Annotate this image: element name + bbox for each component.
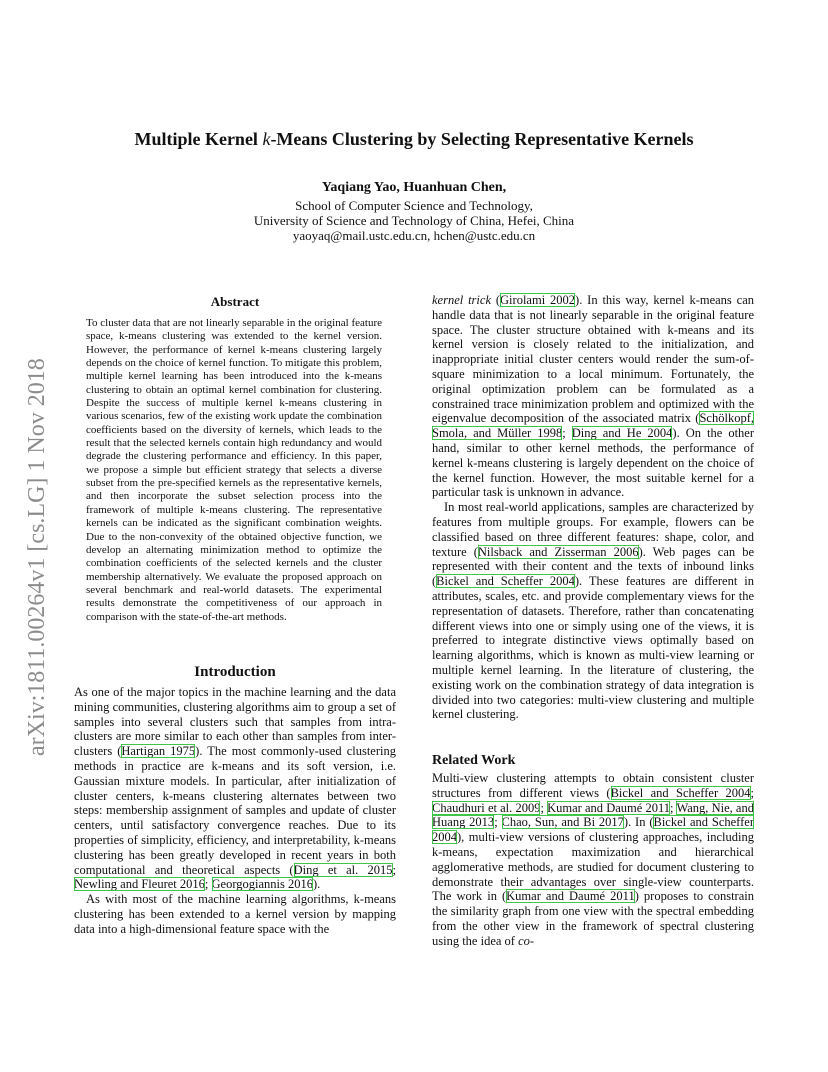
arxiv-identifier-text: arXiv:1811.00264v1 [cs.LG] 1 Nov 2018 [24, 358, 50, 756]
title-pre: Multiple Kernel [134, 129, 263, 149]
introduction-heading: Introduction [194, 664, 276, 680]
abstract-heading: Abstract [210, 294, 260, 309]
intro-paragraph-2-cont: kernel trick (Girolami 2002). In this way, kernel k-means can handle data that is not linearly separable in the original feature space. The cluster structure obtained with k-means and its kernel version is closely related to the initialization, and inappropriate initial cluster centers would render the sum-of-square minimization to a local minimum. Fortunately, the original optimization problem can be formulated as a constrained trace minimization problem and optimized with the eigenvalue decomposition of the associated matrix (Schölkopf, Smola, and Müller 1998; Ding and He 2004). On the other hand, similar to other kernel methods, the performance of kernel k-means clustering is largely dependent on the choice of the kernel function. However, the most suitable kernel for a particular task is unknown in advance. [432, 293, 755, 500]
affiliation-university: University of Science and Technology of China, Hefei, China [253, 213, 575, 228]
citation-link[interactable]: Ding and He 2004 [571, 426, 673, 441]
related-work-body [432, 771, 754, 949]
citation-link[interactable]: Bickel and Scheffer 2004 [610, 785, 751, 800]
author-emails: yaoyaq@mail.ustc.edu.cn, hchen@ustc.edu.cn [292, 228, 536, 243]
title-k: k [262, 129, 271, 149]
citation-link[interactable]: Chao, Sun, and Bi 2017 [501, 815, 624, 830]
citation-link[interactable]: Ding et al. 2015 [293, 862, 393, 877]
citation-link[interactable]: Hartigan 1975 [121, 744, 196, 759]
intro-paragraph-1: As one of the major topics in the machine learning and the data mining communities, clustering algorithms aim to group a set of samples into several clusters such that samples from intra-clusters are more similar to each other than samples from inter-clusters (Hartigan 1975). The most commonly-used clustering methods in practice are k-means and its soft version, i.e. Gaussian mixture models. In particular, after initialization of cluster centers, k-means clustering alternates between two steps: membership assignment of samples and update of cluster centers, until satisfactory convergence reaches. Due to its properties of simplicity, efficiency, and interpretability, k-means clustering has been greatly developed in recent years in both computational and theoretical aspects (Ding et al. 2015; Newling and Fleuret 2016; Georgogiannis 2016). [74, 685, 397, 892]
citation-link[interactable]: Bickel and Scheffer 2004 [432, 815, 754, 845]
right-column-body [432, 293, 754, 722]
intro-paragraph-3: In most real-world applications, samples are characterized by features from multiple groups. For example, flowers can be classified based on three different features: shape, color, and texture (Nilsback and Zisserman 2006). Web pages can be represented with their content and the texts of inbound links (Bickel and Scheffer 2004). These features are different in attributes, scales, etc. and provide complementary views for the representation of datasets. Therefore, rather than concatenating different views into one or simply using one of the views, it is preferred to integrate distinctive views optimally based on learning algorithms, which is known as multi-view learning or multiple kernel learning. In the literature of clustering, the existing work on the combination strategy of data integration is divided into two categories: multi-view clustering and multiple kernel clustering. [432, 500, 754, 722]
related-work-heading: Related Work [432, 753, 516, 768]
citation-link[interactable]: Wang, Nie, and Huang 2013 [432, 800, 754, 830]
affiliation-school: School of Computer Science and Technology, [295, 198, 533, 213]
citation-link[interactable]: Kumar and Daumé 2011 [506, 889, 635, 904]
author-list: Yaqiang Yao, Huanhuan Chen, [321, 180, 507, 195]
citation-link[interactable]: Girolami 2002 [500, 293, 576, 307]
arxiv-identifier [24, 288, 48, 756]
intro-paragraph-2: As with most of the machine learning algorithms, k-means clustering has been extended to a kernel version by mapping data into a high-dimensional feature space with the [74, 892, 396, 936]
paper-title [0, 129, 828, 150]
citation-link[interactable]: Nilsback and Zisserman 2006 [477, 544, 639, 559]
citation-link[interactable]: Georgogiannis 2016 [211, 877, 313, 892]
citation-link[interactable]: Newling and Fleuret 2016 [74, 877, 205, 892]
abstract-text: To cluster data that are not linearly separable in the original feature space, k-means clustering was extended to the kernel version. However, the performance of kernel k-means clustering largely depends on the choice of kernel function. To mitigate this problem, multiple kernel learning has been introduced into the k-means clustering to obtain an optimal kernel combination for clustering. Despite the success of multiple kernel k-means clustering in various scenarios, few of the existing work update the combination coefficients based on the diversity of kernels, which leads to the result that the selected kernels contain high redundancy and would degrade the clustering performance and efficiency. In this paper, we propose a simple but efficient strategy that selects a diverse subset from the pre-specified kernels as the representative kernels, and then incorporate the subset selection process into the framework of multiple k-means clustering. The representative kernels can be indicated as the significant combination weights. Due to the non-convexity of the obtained objective function, we develop an alternating minimization method to optimize the combination coefficients of the selected kernels and the cluster membership alternatively. We evaluate the proposed approach on several benchmark and real-world datasets. The experimental results demonstrate the competitiveness of our approach in comparison with the state-of-the-art methods. [86, 317, 382, 623]
citation-link[interactable]: Chaudhuri et al. 2009 [432, 800, 541, 815]
title-post: -Means Clustering by Selecting Representative Kernels [270, 129, 694, 149]
citation-link[interactable]: Schölkopf, Smola, and Müller 1998 [432, 411, 754, 441]
left-column-body [74, 685, 396, 937]
citation-link[interactable]: Bickel and Scheffer 2004 [436, 574, 575, 589]
citation-link[interactable]: Kumar and Daumé 2011 [547, 800, 671, 815]
related-work-paragraph: Multi-view clustering attempts to obtain consistent cluster structures from different views (Bickel and Scheffer 2004; Chaudhuri et al. 2009; Kumar and Daumé 2011; Wang, Nie, and Huang 2013; Chao, Sun, and Bi 2017). In (Bickel and Scheffer 2004), multi-view versions of clustering approaches, including k-means, expectation maximization and hierarchical agglomerative methods, are studied for document clustering to demonstrate their advantages over single-view counterparts. The work in (Kumar and Daumé 2011) proposes to constrain the similarity graph from one view with the spectral embedding from the other view in the framework of spectral clustering using the idea of co- [432, 771, 754, 948]
